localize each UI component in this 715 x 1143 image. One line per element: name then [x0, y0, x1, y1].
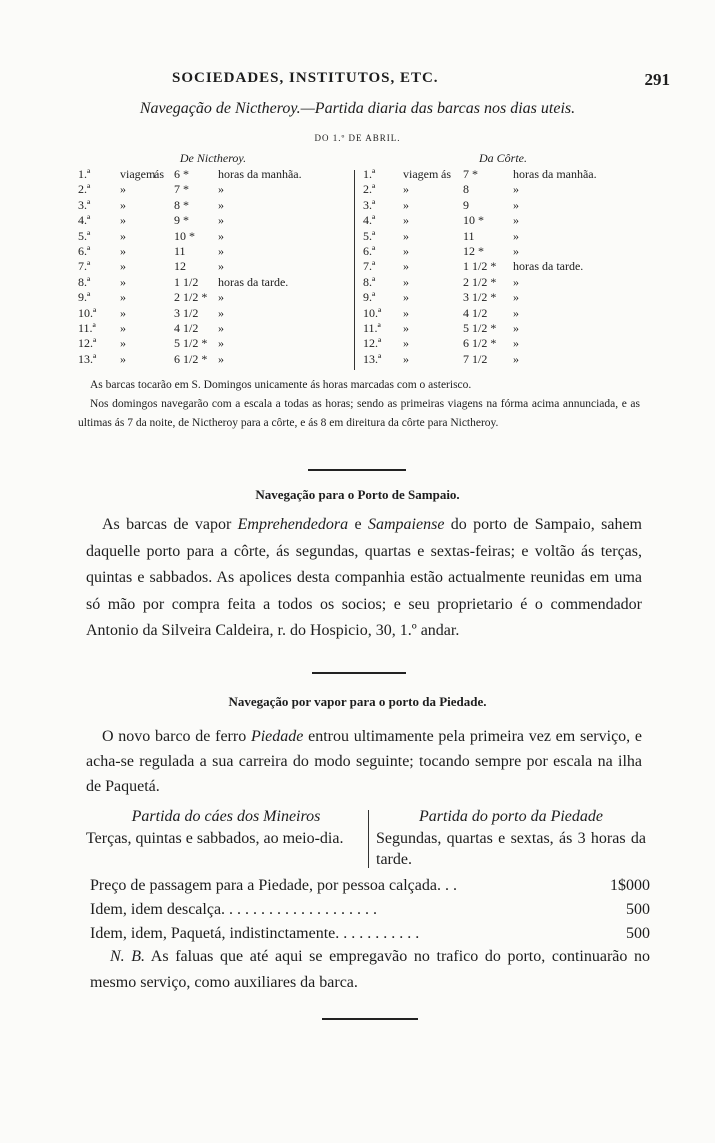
trip-hour: 7 * [174, 182, 189, 197]
nota-bene-paragraph [90, 944, 650, 996]
trip-word: » [403, 213, 409, 228]
schedule-row [363, 198, 643, 213]
trip-period: » [218, 290, 224, 305]
trip-period: » [513, 274, 519, 289]
schedule-row [78, 198, 348, 213]
trip-number: 3.ª [78, 197, 91, 212]
column-heading-nictheroy: De Nictheroy. [179, 151, 247, 165]
trip-period: » [218, 197, 224, 212]
schedule-row [363, 182, 643, 197]
trip-hour: 2 1/2 * [174, 290, 208, 305]
trip-hour: 3 1/2 [174, 305, 199, 320]
trip-word: » [403, 320, 409, 335]
trip-word: » [403, 290, 409, 305]
text-run: entrou ultimamente pela primeira vez em serviço, e acha-se regulada a sua carreira do modo seguinte; tocando sempre por escala na ilha de Paquetá. [86, 728, 642, 795]
fare-row [90, 874, 650, 898]
trip-hour: 4 1/2 [463, 305, 488, 320]
trip-hour: 5 1/2 * [463, 320, 497, 335]
trip-word: » [403, 243, 409, 258]
trip-word: » [403, 197, 409, 212]
trip-number: 8.ª [363, 274, 376, 289]
trip-hour: 10 * [463, 213, 484, 228]
trip-hour: 12 * [463, 243, 484, 258]
boat-name: Sampaiense [367, 516, 445, 533]
trip-word: » [403, 228, 409, 243]
trip-hour: 7 * [463, 167, 478, 181]
nb-label: N. B. [110, 948, 146, 965]
fare-label: Idem, idem descalça. . . . . . . . . . . . . . . . . . . . [90, 901, 378, 918]
boat-name: Emprehendedora [237, 516, 349, 533]
note-asterisk: As barcas tocarão em S. Domingos unicamente ás horas marcadas com o asterisco. [90, 379, 472, 391]
schedule-row [78, 229, 348, 244]
trip-period: » [513, 320, 519, 335]
trip-period: » [218, 336, 224, 351]
trip-word: » [120, 351, 126, 366]
section-title-sampaio: Navegação para o Porto de Sampaio. [255, 487, 460, 502]
trip-word: » [120, 182, 126, 197]
fare-list [90, 874, 650, 946]
running-title: SOCIEDADES, INSTITUTOS, ETC. [172, 70, 439, 86]
trip-hour: 7 1/2 [463, 351, 488, 366]
trip-word: » [120, 197, 126, 212]
schedule-date: DO 1.º DE ABRIL. [314, 133, 401, 143]
trip-word: » [403, 305, 409, 320]
trip-period: » [218, 259, 224, 274]
page-header [150, 70, 670, 94]
trip-number: 13.ª [78, 351, 97, 366]
trip-number: 2.ª [363, 182, 376, 197]
trip-period: » [513, 290, 519, 305]
trip-number: 4.ª [78, 213, 91, 228]
trip-period: horas da manhãa. [513, 167, 597, 181]
schedule-row [363, 336, 643, 351]
trip-hour: 6 1/2 * [463, 336, 497, 351]
fare-value: 500 [626, 901, 650, 918]
trip-word: » [120, 305, 126, 320]
trip-word: viagem [403, 167, 439, 181]
paragraph-piedade [86, 724, 642, 799]
schedule-column-corte [363, 150, 643, 372]
trip-period: » [513, 336, 519, 351]
schedule-row [78, 290, 348, 305]
trip-word: » [120, 274, 126, 289]
schedule-row [78, 275, 348, 290]
departure-days: Segundas, quartas e sextas, ás 3 horas da tarde. [376, 830, 646, 868]
trip-hour: 6 1/2 * [174, 351, 208, 366]
text-run: As barcas de vapor [102, 516, 238, 533]
trip-number: 11.ª [78, 320, 96, 335]
trip-number: 9.ª [78, 290, 91, 305]
departure-mineiros [86, 806, 366, 849]
trip-period: » [218, 213, 224, 228]
trip-number: 5.ª [363, 228, 376, 243]
schedule-row [78, 182, 348, 197]
schedule-row [78, 167, 348, 182]
trip-period: » [513, 351, 519, 366]
schedule-row [363, 213, 643, 228]
schedule-row [78, 259, 348, 274]
trip-number: 10.ª [363, 305, 382, 320]
trip-word: » [120, 243, 126, 258]
trip-hour: 8 * [174, 197, 189, 212]
trip-hour: 10 * [174, 228, 195, 243]
trip-word: » [403, 182, 409, 197]
column-heading-corte: Da Côrte. [479, 151, 527, 165]
section-divider [308, 469, 406, 471]
ferry-schedule-table [78, 150, 638, 372]
trip-word: » [120, 259, 126, 274]
trip-hour: 6 * [174, 167, 189, 181]
text-run: O novo barco de ferro [102, 728, 251, 745]
trip-period: » [513, 243, 519, 258]
trip-word: » [120, 336, 126, 351]
trip-number: 1.ª [363, 167, 376, 181]
fare-row [90, 922, 650, 946]
fare-label: Idem, idem, Paquetá, indistinctamente. . . . . . . . . . . [90, 925, 420, 942]
schedule-row [78, 213, 348, 228]
trip-number: 5.ª [78, 228, 91, 243]
schedule-column-nictheroy [78, 150, 348, 372]
schedule-row [363, 244, 643, 259]
trip-period: » [218, 320, 224, 335]
boat-name: Piedade [250, 728, 304, 745]
trip-number: 6.ª [78, 243, 91, 258]
trip-period: » [218, 305, 224, 320]
paragraph-sampaio [86, 512, 642, 645]
trip-period: » [218, 243, 224, 258]
trip-period: » [513, 213, 519, 228]
trip-number: 3.ª [363, 197, 376, 212]
column-divider [368, 810, 369, 868]
departure-table [86, 806, 646, 876]
trip-number: 2.ª [78, 182, 91, 197]
schedule-row [363, 259, 643, 274]
schedule-row [78, 352, 348, 367]
trip-period: » [513, 228, 519, 243]
schedule-row [363, 321, 643, 336]
trip-word: » [403, 259, 409, 274]
trip-period: » [218, 351, 224, 366]
fare-value: 500 [626, 925, 650, 942]
departure-heading: Partida do porto da Piedade [419, 808, 603, 825]
trip-period: » [218, 182, 224, 197]
trip-hour: 4 1/2 [174, 320, 199, 335]
trip-number: 13.ª [363, 351, 382, 366]
trip-hour: 2 1/2 * [463, 274, 497, 289]
text-run: e [348, 516, 368, 533]
trip-hour: 1 1/2 [174, 274, 199, 289]
fare-row [90, 898, 650, 922]
trip-hour: 3 1/2 * [463, 290, 497, 305]
trip-period: horas da manhãa. [218, 167, 302, 181]
trip-number: 1.ª [78, 167, 91, 181]
schedule-row [78, 336, 348, 351]
section-divider [322, 1018, 418, 1020]
trip-period: » [513, 182, 519, 197]
section-body-piedade [86, 724, 642, 799]
trip-word: » [403, 351, 409, 366]
section-title-nictheroy: Navegação de Nictheroy.—Partida diaria das barcas nos dias uteis. [139, 100, 576, 117]
trip-hour: 11 [174, 243, 186, 258]
fare-label: Preço de passagem para a Piedade, por pessoa calçada. . . [90, 877, 457, 894]
trip-hour: 8 [463, 182, 469, 197]
schedule-row [363, 306, 643, 321]
schedule-row [78, 244, 348, 259]
schedule-row [363, 290, 643, 305]
trip-hour: 12 [174, 259, 186, 274]
fare-value: 1$000 [610, 877, 650, 894]
trip-word: » [403, 274, 409, 289]
schedule-row [363, 352, 643, 367]
trip-number: 10.ª [78, 305, 97, 320]
nb-text: As faluas que até aqui se empregavão no trafico do porto, continuarão no mesmo serviço, como auxiliares da barca. [90, 948, 650, 991]
trip-period: horas da tarde. [513, 259, 584, 274]
schedule-row [78, 321, 348, 336]
trip-number: 12.ª [78, 336, 97, 351]
trip-period: horas da tarde. [218, 274, 289, 289]
note-sundays: Nos domingos navegarão com a escala a todas as horas; sendo as primeiras viagens na fórma acima annunciada, e as ultimas ás 7 da noite, de Nictheroy para a côrte, e ás 8 em direitura da côrte para Nictheroy. [78, 398, 640, 429]
schedule-row [363, 275, 643, 290]
section-body-sampaio [86, 512, 642, 645]
departure-piedade [376, 806, 646, 870]
trip-word: » [120, 320, 126, 335]
trip-hour: 1 1/2 * [463, 259, 497, 274]
trip-number: 6.ª [363, 243, 376, 258]
trip-prep: ás [441, 167, 451, 181]
text-run: do porto de Sampaio, sahem daquelle porto para a côrte, ás segundas, quartas e sextas-feiras; e voltão ás terças, quintas e sabbados. As apolices desta companhia estão actualmente reunidas em uma só mão por compra feita a todos os socios; e seu proprietario é o commendador Antonio da Silveira Caldeira, r. do Hospicio, 30, 1.º andar. [86, 516, 642, 639]
trip-hour: 11 [463, 228, 475, 243]
trip-number: 7.ª [78, 259, 91, 274]
trip-period: » [513, 305, 519, 320]
departure-days: Terças, quintas e sabbados, ao meio-dia. [86, 830, 344, 847]
section-title-piedade: Navegação por vapor para o porto da Piedade. [228, 694, 487, 709]
column-divider [354, 170, 355, 370]
trip-word: » [403, 336, 409, 351]
trip-number: 9.ª [363, 290, 376, 305]
trip-number: 4.ª [363, 213, 376, 228]
trip-word: » [120, 213, 126, 228]
trip-number: 12.ª [363, 336, 382, 351]
trip-hour: 9 [463, 197, 469, 212]
schedule-notes [78, 376, 640, 433]
trip-hour: 5 1/2 * [174, 336, 208, 351]
trip-hour: 9 * [174, 213, 189, 228]
schedule-row [78, 306, 348, 321]
trip-prep: ás [154, 167, 164, 181]
schedule-row [363, 167, 643, 182]
schedule-row [363, 229, 643, 244]
trip-period: » [218, 228, 224, 243]
nota-bene [90, 944, 650, 996]
page-number: 291 [644, 70, 670, 89]
trip-word: » [120, 228, 126, 243]
trip-word: » [120, 290, 126, 305]
trip-number: 11.ª [363, 320, 381, 335]
departure-heading: Partida do cáes dos Mineiros [131, 808, 321, 825]
trip-number: 8.ª [78, 274, 91, 289]
trip-number: 7.ª [363, 259, 376, 274]
trip-period: » [513, 197, 519, 212]
section-divider [312, 672, 406, 674]
trip-word: viagem [120, 167, 156, 181]
